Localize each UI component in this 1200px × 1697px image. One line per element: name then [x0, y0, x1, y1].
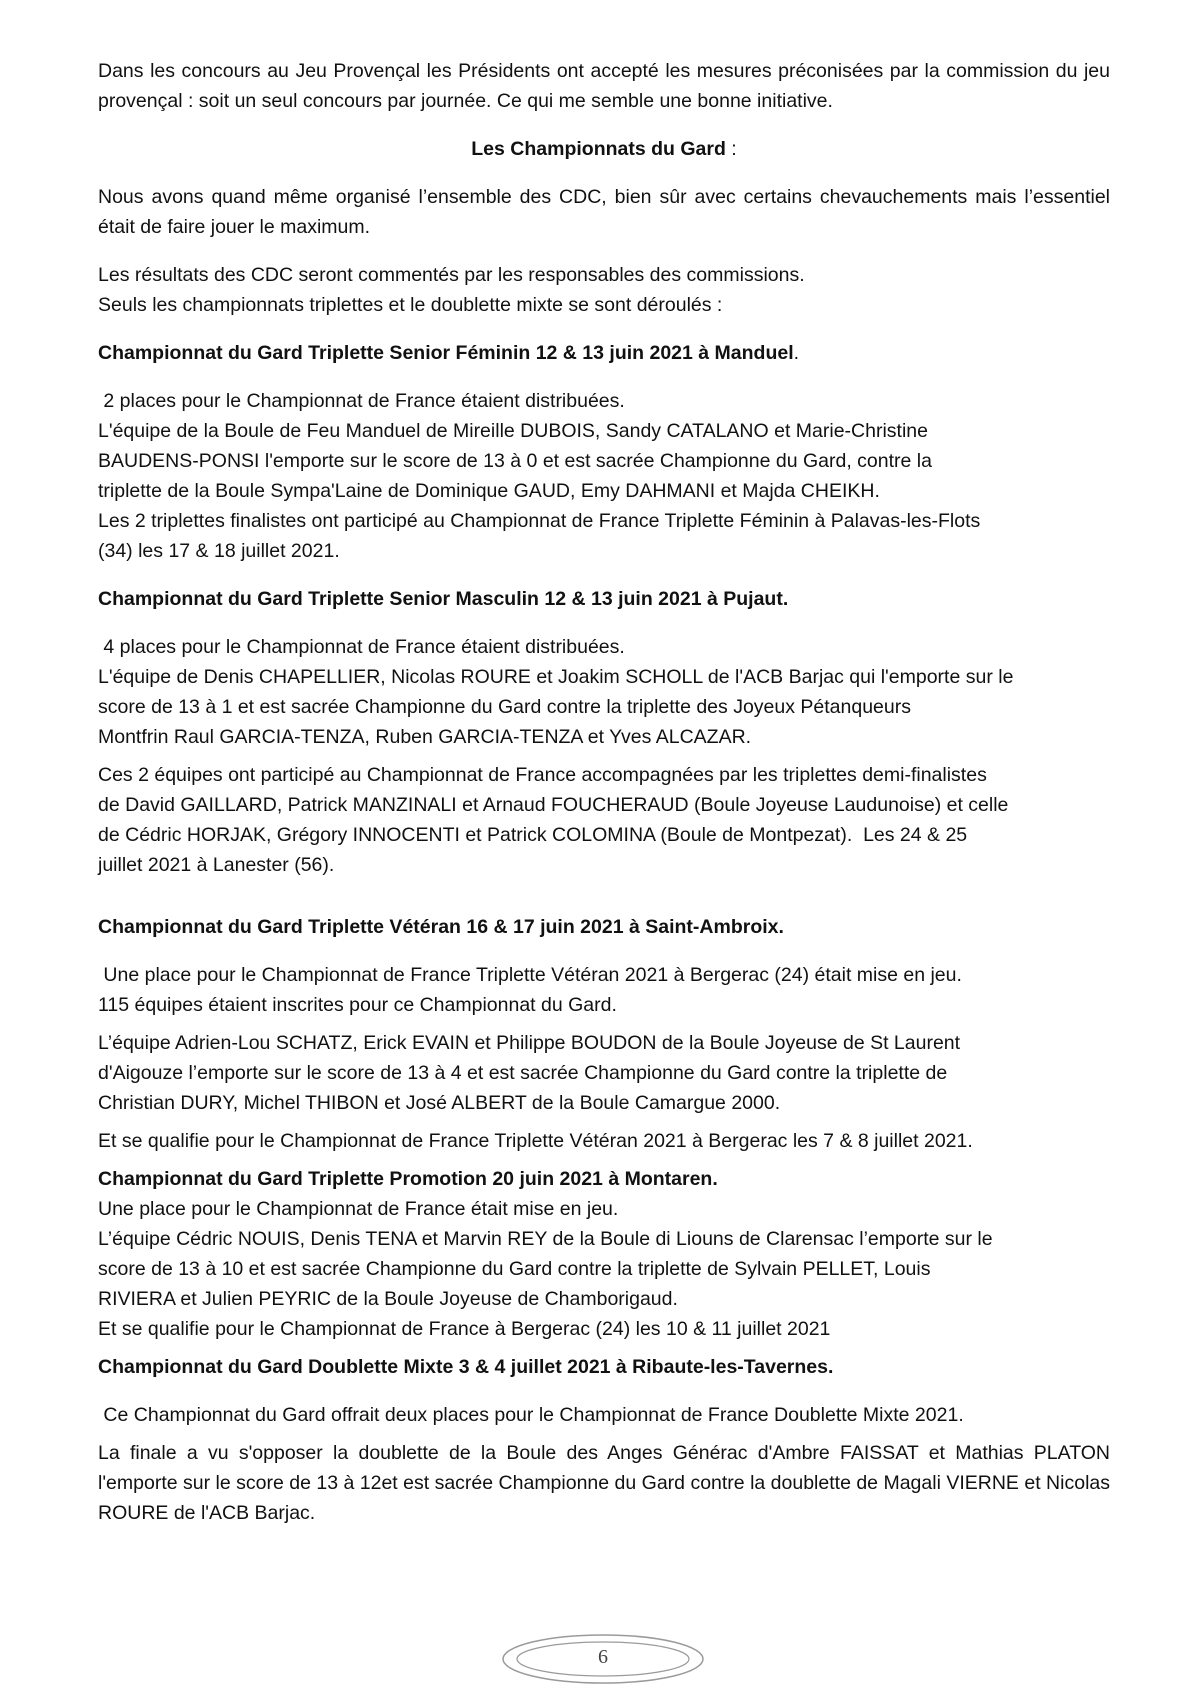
paragraph-intro-list: Seuls les championnats triplettes et le doublette mixte se sont déroulés : — [98, 294, 723, 316]
championship-title: Championnat du Gard Triplette Senior Masculin 12 & 13 juin 2021 à Pujaut. — [98, 588, 789, 610]
page-content — [98, 56, 1110, 1528]
text-line: Et se qualifie pour le Championnat de France à Bergerac (24) les 10 & 11 juillet 2021 — [98, 1318, 831, 1340]
text-line: 4 places pour le Championnat de France étaient distribuées. — [98, 636, 625, 658]
championship-text — [98, 1126, 1110, 1156]
text-line: 115 équipes étaient inscrites pour ce Championnat du Gard. — [98, 994, 617, 1016]
championship-text — [98, 1400, 1110, 1430]
championship-title: Championnat du Gard Triplette Senior Féminin 12 & 13 juin 2021 à Manduel — [98, 342, 794, 364]
text-line: Ces 2 équipes ont participé au Championnat de France accompagnées par les triplettes demi-finalistes — [98, 764, 987, 786]
text-line: BAUDENS-PONSI l'emporte sur le score de 13 à 0 et est sacrée Championne du Gard, contre la — [98, 450, 932, 472]
text-line: d'Aigouze l’emporte sur le score de 13 à 4 et est sacrée Championne du Gard contre la triplette de — [98, 1062, 948, 1084]
championship-heading — [98, 338, 1110, 368]
text-line: score de 13 à 10 et est sacrée Championne du Gard contre la triplette de Sylvain PELLET, Louis — [98, 1258, 931, 1280]
paragraph-jeu-provencal: Dans les concours au Jeu Provençal les Présidents ont accepté les mesures préconisées par la commission du jeu provençal : soit un seul concours par journée. Ce qui me semble une bonne initiative. — [98, 60, 1110, 112]
text-line: L’équipe Adrien-Lou SCHATZ, Erick EVAIN et Philippe BOUDON de la Boule Joyeuse de St Laurent — [98, 1032, 961, 1054]
text-line: L'équipe de la Boule de Feu Manduel de Mireille DUBOIS, Sandy CATALANO et Marie-Christine — [98, 420, 928, 442]
text-line: Une place pour le Championnat de France Triplette Vétéran 2021 à Bergerac (24) était mise en jeu. — [98, 964, 962, 986]
section-heading — [98, 134, 1110, 164]
championship-title-suffix: . — [793, 342, 800, 364]
paragraph-organisation: Nous avons quand même organisé l’ensemble des CDC, bien sûr avec certains chevauchements mais l’essentiel était de faire jouer le maximum. — [98, 186, 1110, 238]
championship-text — [98, 386, 1110, 566]
championship-title: Championnat du Gard Triplette Vétéran 16 & 17 juin 2021 à Saint-Ambroix. — [98, 916, 784, 938]
text-line: 2 places pour le Championnat de France étaient distribuées. — [98, 390, 625, 412]
text-line: Montfrin Raul GARCIA-TENZA, Ruben GARCIA-TENZA et Yves ALCAZAR. — [98, 726, 752, 748]
text-line: (34) les 17 & 18 juillet 2021. — [98, 540, 340, 562]
paragraph-finale: La finale a vu s'opposer la doublette de la Boule des Anges Générac d'Ambre FAISSAT et Mathias PLATON l'emporte sur le score de 13 à 12et est sacrée Championne du Gard contre la doublette de Magali VIERNE et Nicolas ROURE de l'ACB Barjac. — [98, 1442, 1110, 1524]
text-line: de David GAILLARD, Patrick MANZINALI et Arnaud FOUCHERAUD (Boule Joyeuse Laudunoise) et celle — [98, 794, 1009, 816]
paragraph-results-note: Les résultats des CDC seront commentés par les responsables des commissions. — [98, 264, 805, 286]
text-line: juillet 2021 à Lanester (56). — [98, 854, 335, 876]
text-line: RIVIERA et Julien PEYRIC de la Boule Joyeuse de Chamborigaud. — [98, 1288, 678, 1310]
text-line: Les 2 triplettes finalistes ont participé au Championnat de France Triplette Féminin à Palavas-les-Flots — [98, 510, 981, 532]
section-title: Les Championnats du Gard — [471, 138, 726, 160]
championship-text — [98, 632, 1110, 752]
text-line: Une place pour le Championnat de France était mise en jeu. — [98, 1198, 619, 1220]
page-footer — [500, 1632, 706, 1686]
section-title-suffix: : — [725, 138, 737, 160]
text-line: Christian DURY, Michel THIBON et José ALBERT de la Boule Camargue 2000. — [98, 1092, 781, 1114]
text-line: Ce Championnat du Gard offrait deux places pour le Championnat de France Doublette Mixte 2021. — [98, 1404, 964, 1426]
text-line: L’équipe Cédric NOUIS, Denis TENA et Marvin REY de la Boule di Liouns de Clarensac l’emporte sur le — [98, 1228, 993, 1250]
page-number: 6 — [598, 1646, 608, 1668]
text-line: Et se qualifie pour le Championnat de France Triplette Vétéran 2021 à Bergerac les 7 & 8 juillet 2021. — [98, 1130, 973, 1152]
text-line: L'équipe de Denis CHAPELLIER, Nicolas ROURE et Joakim SCHOLL de l'ACB Barjac qui l'emporte sur le — [98, 666, 1014, 688]
championship-text — [98, 1194, 1110, 1344]
championship-text — [98, 960, 1110, 1020]
championship-text — [98, 760, 1110, 880]
championship-title: Championnat du Gard Triplette Promotion 20 juin 2021 à Montaren. — [98, 1168, 718, 1190]
championship-title: Championnat du Gard Doublette Mixte 3 & 4 juillet 2021 à Ribaute-les-Tavernes. — [98, 1356, 834, 1378]
text-line: triplette de la Boule Sympa'Laine de Dominique GAUD, Emy DAHMANI et Majda CHEIKH. — [98, 480, 880, 502]
championship-text — [98, 1028, 1110, 1118]
text-line: de Cédric HORJAK, Grégory INNOCENTI et Patrick COLOMINA (Boule de Montpezat). Les 24 & 25 — [98, 824, 968, 846]
text-line: score de 13 à 1 et est sacrée Championne du Gard contre la triplette des Joyeux Pétanqueurs — [98, 696, 911, 718]
